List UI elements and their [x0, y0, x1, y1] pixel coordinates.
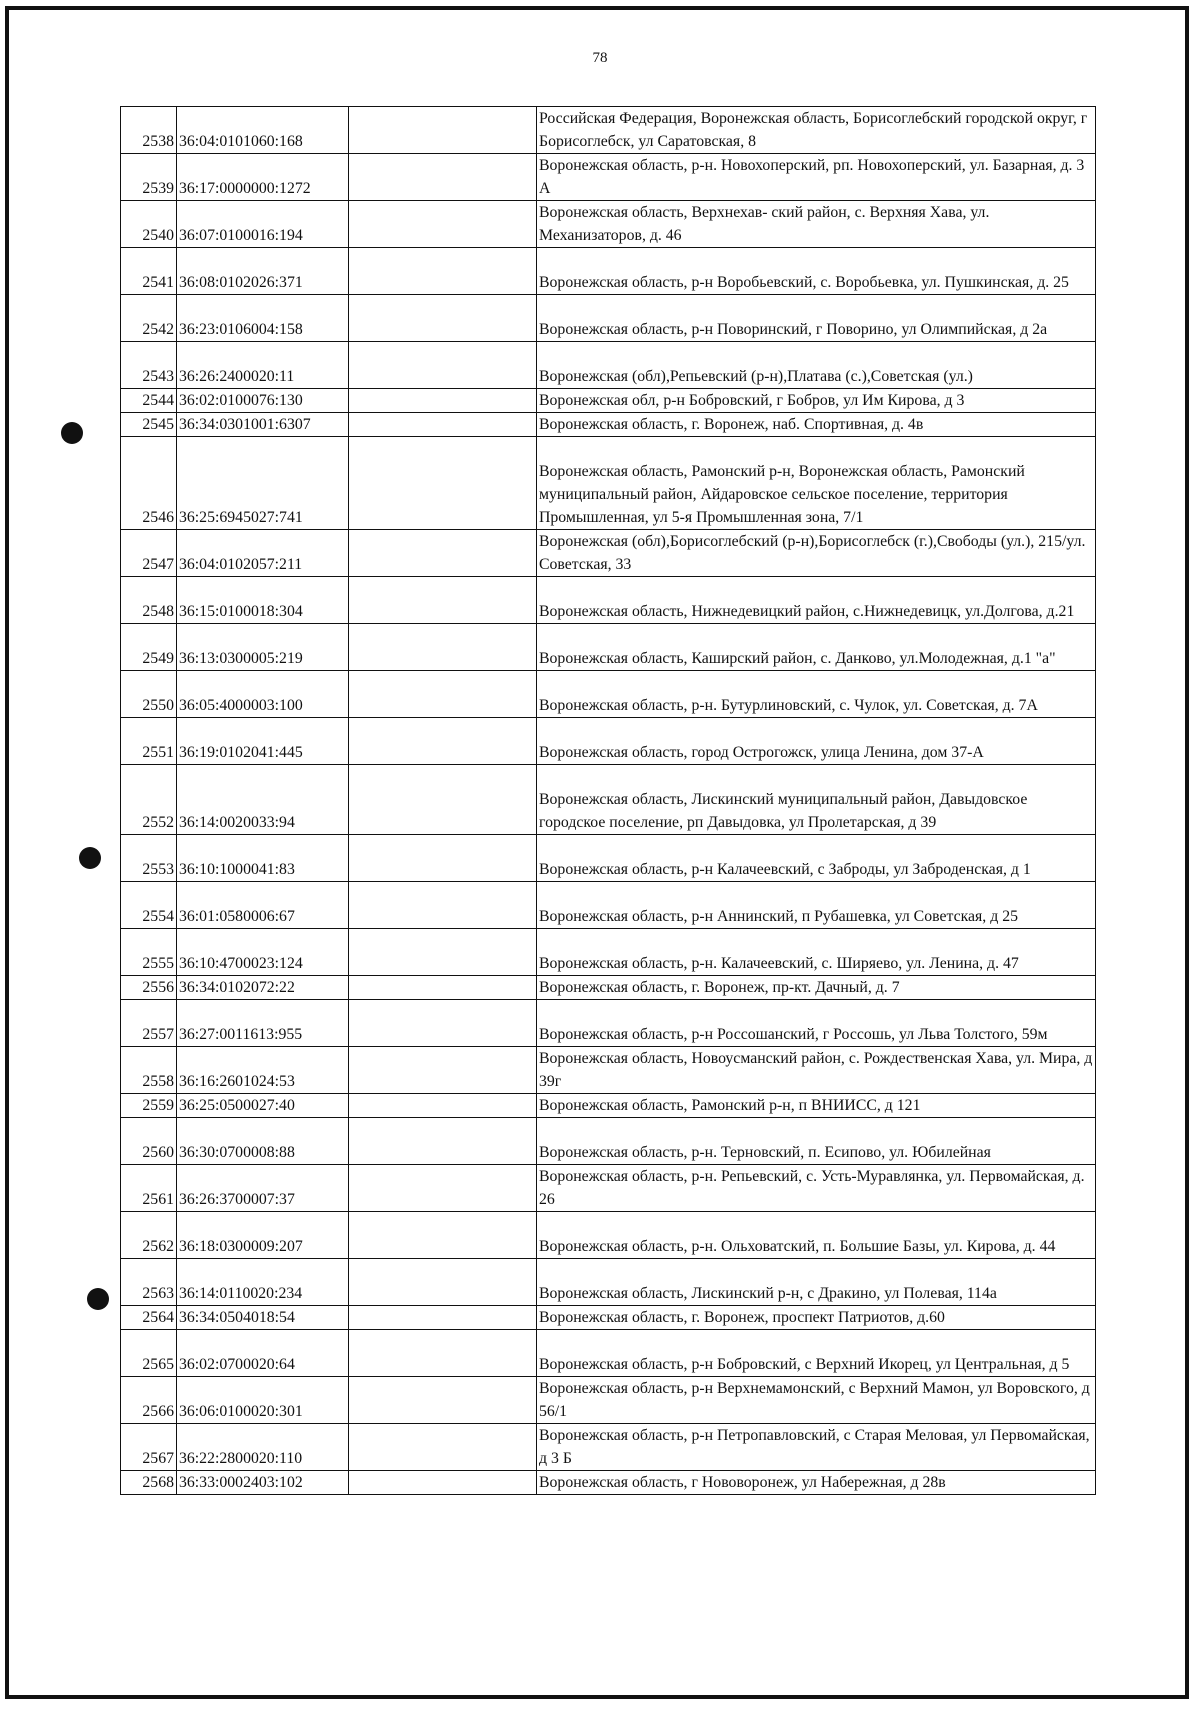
row-number: 2565: [121, 1330, 177, 1377]
table-row: [121, 413, 1096, 437]
table-row: [121, 154, 1096, 201]
address-cell: Воронежская область, р-н Аннинский, п Рубашевка, ул Советская, д 25: [537, 882, 1096, 929]
row-number: 2545: [121, 413, 177, 437]
row-number: 2564: [121, 1306, 177, 1330]
row-number: 2542: [121, 295, 177, 342]
address-cell: Воронежская область, Лискинский р-н, с Дракино, ул Полевая, 114а: [537, 1259, 1096, 1306]
row-number: 2568: [121, 1471, 177, 1495]
address-cell: Воронежская область, Новоусманский район, с. Рождественская Хава, ул. Мира, д 39г: [537, 1047, 1096, 1094]
table-row: [121, 1118, 1096, 1165]
cadastral-number: 36:05:4000003:100: [177, 671, 349, 718]
address-cell: Воронежская область, Лискинский муниципальный район, Давыдовское городское поселение, рп Давыдовка, ул Пролетарская, д 39: [537, 765, 1096, 835]
address-cell: Воронежская область, р-н. Терновский, п. Есипово, ул. Юбилейная: [537, 1118, 1096, 1165]
cadastral-number: 36:07:0100016:194: [177, 201, 349, 248]
cadastral-number: 36:13:0300005:219: [177, 624, 349, 671]
table-row: [121, 624, 1096, 671]
empty-cell: [349, 295, 537, 342]
empty-cell: [349, 671, 537, 718]
table-row: [121, 1047, 1096, 1094]
row-number: 2539: [121, 154, 177, 201]
table-row: [121, 1212, 1096, 1259]
address-cell: Воронежская область, Верхнехав- ский район, с. Верхняя Хава, ул. Механизаторов, д. 46: [537, 201, 1096, 248]
property-registry-table: [120, 106, 1096, 1495]
row-number: 2549: [121, 624, 177, 671]
table-row: [121, 201, 1096, 248]
address-cell: Воронежская обл, р-н Бобровский, г Бобров, ул Им Кирова, д 3: [537, 389, 1096, 413]
table-row: [121, 1330, 1096, 1377]
row-number: 2543: [121, 342, 177, 389]
empty-cell: [349, 1424, 537, 1471]
row-number: 2546: [121, 437, 177, 530]
address-cell: Воронежская область, город Острогожск, улица Ленина, дом 37-А: [537, 718, 1096, 765]
cadastral-number: 36:10:1000041:83: [177, 835, 349, 882]
cadastral-number: 36:18:0300009:207: [177, 1212, 349, 1259]
cadastral-number: 36:10:4700023:124: [177, 929, 349, 976]
empty-cell: [349, 1000, 537, 1047]
empty-cell: [349, 342, 537, 389]
cadastral-number: 36:14:0110020:234: [177, 1259, 349, 1306]
empty-cell: [349, 765, 537, 835]
row-number: 2562: [121, 1212, 177, 1259]
punch-hole-mark: [87, 1288, 109, 1310]
table-row: [121, 976, 1096, 1000]
cadastral-number: 36:33:0002403:102: [177, 1471, 349, 1495]
table-row: [121, 389, 1096, 413]
row-number: 2538: [121, 107, 177, 154]
row-number: 2556: [121, 976, 177, 1000]
table-row: [121, 437, 1096, 530]
table-row: [121, 107, 1096, 154]
punch-hole-mark: [79, 847, 101, 869]
table-row: [121, 248, 1096, 295]
address-cell: Воронежская область, Рамонский р-н, п ВНИИСС, д 121: [537, 1094, 1096, 1118]
address-cell: Воронежская область, г. Воронеж, пр-кт. Дачный, д. 7: [537, 976, 1096, 1000]
page-number: 78: [592, 50, 608, 66]
table-row: [121, 671, 1096, 718]
cadastral-number: 36:08:0102026:371: [177, 248, 349, 295]
table-row: [121, 882, 1096, 929]
empty-cell: [349, 976, 537, 1000]
table-row: [121, 342, 1096, 389]
cadastral-number: 36:27:0011613:955: [177, 1000, 349, 1047]
row-number: 2552: [121, 765, 177, 835]
cadastral-number: 36:01:0580006:67: [177, 882, 349, 929]
table-row: [121, 835, 1096, 882]
cadastral-number: 36:26:3700007:37: [177, 1165, 349, 1212]
empty-cell: [349, 107, 537, 154]
cadastral-number: 36:06:0100020:301: [177, 1377, 349, 1424]
cadastral-number: 36:17:0000000:1272: [177, 154, 349, 201]
address-cell: Воронежская область, р-н Россошанский, г Россошь, ул Льва Толстого, 59м: [537, 1000, 1096, 1047]
address-cell: Воронежская область, г Нововоронеж, ул Набережная, д 28в: [537, 1471, 1096, 1495]
table-row: [121, 1377, 1096, 1424]
empty-cell: [349, 389, 537, 413]
empty-cell: [349, 1377, 537, 1424]
address-cell: Воронежская (обл),Репьевский (р-н),Платава (с.),Советская (ул.): [537, 342, 1096, 389]
row-number: 2566: [121, 1377, 177, 1424]
table-row: [121, 530, 1096, 577]
table-row: [121, 1165, 1096, 1212]
address-cell: Воронежская область, р-н. Новохоперский, рп. Новохоперский, ул. Базарная, д. 3 А: [537, 154, 1096, 201]
address-cell: Воронежская область, р-н Калачеевский, с Заброды, ул Заброденская, д 1: [537, 835, 1096, 882]
cadastral-number: 36:02:0100076:130: [177, 389, 349, 413]
empty-cell: [349, 1259, 537, 1306]
address-cell: Воронежская область, р-н Поворинский, г Поворино, ул Олимпийская, д 2а: [537, 295, 1096, 342]
punch-hole-mark: [61, 422, 83, 444]
address-cell: Воронежская область, р-н Воробьевский, с. Воробьевка, ул. Пушкинская, д. 25: [537, 248, 1096, 295]
empty-cell: [349, 1471, 537, 1495]
cadastral-number: 36:02:0700020:64: [177, 1330, 349, 1377]
address-cell: Воронежская область, р-н. Репьевский, с. Усть-Муравлянка, ул. Первомайская, д. 26: [537, 1165, 1096, 1212]
table-row: [121, 765, 1096, 835]
address-cell: Воронежская область, р-н. Ольховатский, п. Большие Базы, ул. Кирова, д. 44: [537, 1212, 1096, 1259]
cadastral-number: 36:25:6945027:741: [177, 437, 349, 530]
empty-cell: [349, 1165, 537, 1212]
table-row: [121, 1424, 1096, 1471]
table-row: [121, 295, 1096, 342]
cadastral-number: 36:14:0020033:94: [177, 765, 349, 835]
row-number: 2559: [121, 1094, 177, 1118]
empty-cell: [349, 530, 537, 577]
row-number: 2567: [121, 1424, 177, 1471]
cadastral-number: 36:23:0106004:158: [177, 295, 349, 342]
cadastral-number: 36:34:0301001:6307: [177, 413, 349, 437]
cadastral-number: 36:25:0500027:40: [177, 1094, 349, 1118]
row-number: 2544: [121, 389, 177, 413]
address-cell: Воронежская область, р-н Верхнемамонский, с Верхний Мамон, ул Воровского, д 56/1: [537, 1377, 1096, 1424]
row-number: 2557: [121, 1000, 177, 1047]
empty-cell: [349, 1118, 537, 1165]
address-cell: Воронежская область, р-н Бобровский, с Верхний Икорец, ул Центральная, д 5: [537, 1330, 1096, 1377]
address-cell: Воронежская область, Каширский район, с. Данково, ул.Молодежная, д.1 "а": [537, 624, 1096, 671]
address-cell: Воронежская (обл),Борисоглебский (р-н),Борисоглебск (г.),Свободы (ул.), 215/ул. Советская, 33: [537, 530, 1096, 577]
cadastral-number: 36:26:2400020:11: [177, 342, 349, 389]
cadastral-number: 36:34:0504018:54: [177, 1306, 349, 1330]
cadastral-number: 36:22:2800020:110: [177, 1424, 349, 1471]
row-number: 2560: [121, 1118, 177, 1165]
address-cell: Воронежская область, г. Воронеж, проспект Патриотов, д.60: [537, 1306, 1096, 1330]
row-number: 2563: [121, 1259, 177, 1306]
empty-cell: [349, 201, 537, 248]
address-cell: Российская Федерация, Воронежская область, Борисоглебский городской округ, г Борисоглебск, ул Саратовская, 8: [537, 107, 1096, 154]
row-number: 2554: [121, 882, 177, 929]
table-row: [121, 1259, 1096, 1306]
registry-body: [121, 107, 1096, 1495]
table-row: [121, 1000, 1096, 1047]
table-row: [121, 718, 1096, 765]
empty-cell: [349, 835, 537, 882]
table-row: [121, 1306, 1096, 1330]
address-cell: Воронежская область, г. Воронеж, наб. Спортивная, д. 4в: [537, 413, 1096, 437]
row-number: 2561: [121, 1165, 177, 1212]
address-cell: Воронежская область, р-н. Бутурлиновский, с. Чулок, ул. Советская, д. 7А: [537, 671, 1096, 718]
address-cell: Воронежская область, р-н Петропавловский, с Старая Меловая, ул Первомайская, д 3 Б: [537, 1424, 1096, 1471]
empty-cell: [349, 1306, 537, 1330]
row-number: 2558: [121, 1047, 177, 1094]
row-number: 2548: [121, 577, 177, 624]
row-number: 2541: [121, 248, 177, 295]
empty-cell: [349, 413, 537, 437]
empty-cell: [349, 1047, 537, 1094]
address-cell: Воронежская область, Нижнедевицкий район, с.Нижнедевицк, ул.Долгова, д.21: [537, 577, 1096, 624]
address-cell: Воронежская область, р-н. Калачеевский, с. Ширяево, ул. Ленина, д. 47: [537, 929, 1096, 976]
table-row: [121, 929, 1096, 976]
row-number: 2550: [121, 671, 177, 718]
row-number: 2555: [121, 929, 177, 976]
table-row: [121, 577, 1096, 624]
cadastral-number: 36:04:0102057:211: [177, 530, 349, 577]
cadastral-number: 36:16:2601024:53: [177, 1047, 349, 1094]
address-cell: Воронежская область, Рамонский р-н, Воронежская область, Рамонский муниципальный район, Айдаровское сельское поселение, территория Промышленная, ул 5-я Промышленная зона, 7/1: [537, 437, 1096, 530]
table-row: [121, 1094, 1096, 1118]
row-number: 2540: [121, 201, 177, 248]
empty-cell: [349, 1094, 537, 1118]
cadastral-number: 36:34:0102072:22: [177, 976, 349, 1000]
empty-cell: [349, 929, 537, 976]
cadastral-number: 36:15:0100018:304: [177, 577, 349, 624]
row-number: 2553: [121, 835, 177, 882]
empty-cell: [349, 577, 537, 624]
empty-cell: [349, 1212, 537, 1259]
empty-cell: [349, 248, 537, 295]
table-row: [121, 1471, 1096, 1495]
empty-cell: [349, 437, 537, 530]
empty-cell: [349, 624, 537, 671]
cadastral-number: 36:30:0700008:88: [177, 1118, 349, 1165]
cadastral-number: 36:04:0101060:168: [177, 107, 349, 154]
empty-cell: [349, 1330, 537, 1377]
cadastral-number: 36:19:0102041:445: [177, 718, 349, 765]
row-number: 2547: [121, 530, 177, 577]
empty-cell: [349, 154, 537, 201]
row-number: 2551: [121, 718, 177, 765]
empty-cell: [349, 882, 537, 929]
empty-cell: [349, 718, 537, 765]
